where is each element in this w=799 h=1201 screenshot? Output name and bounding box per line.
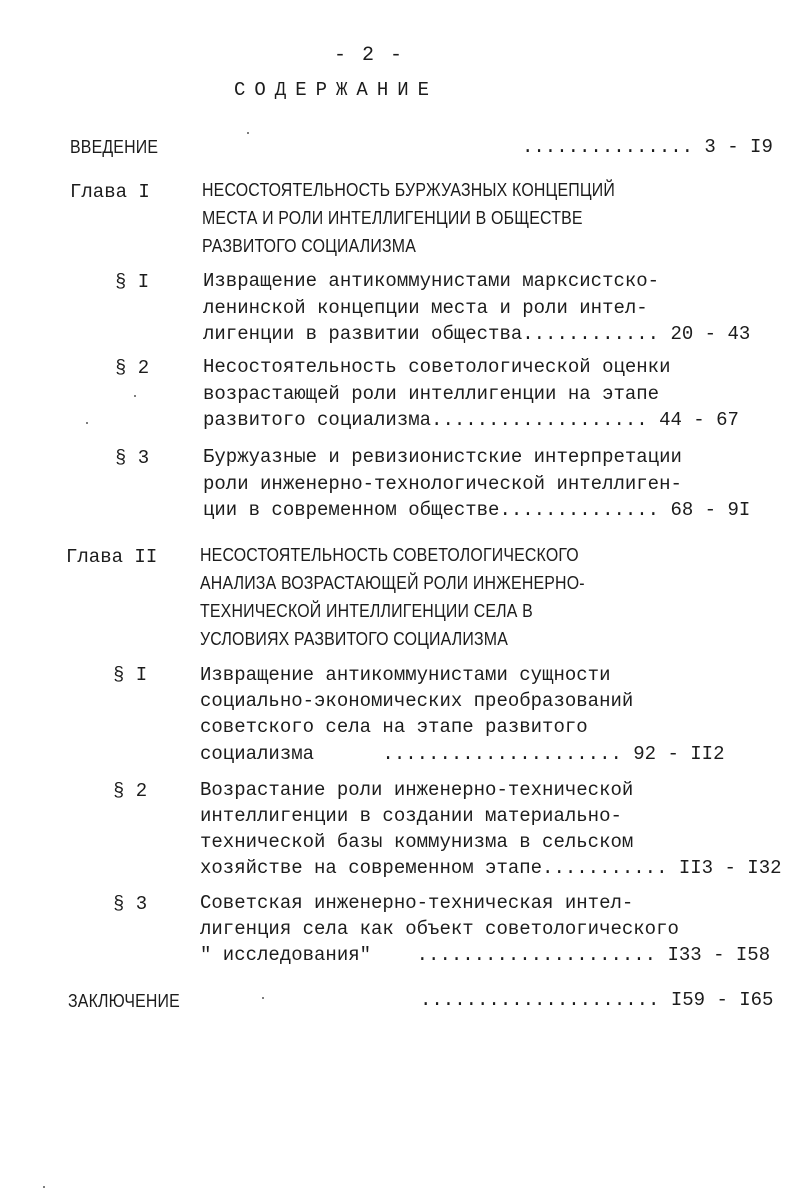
section-line: Извращение антикоммунистами марксистско- (203, 270, 660, 292)
chapter2-label: Глава II (66, 546, 158, 568)
chapter2-title-line: ТЕХНИЧЕСКОЙ ИНТЕЛЛИГЕНЦИИ СЕЛА В (200, 600, 533, 621)
conclusion-pages: ..................... I59 - I65 (420, 989, 774, 1011)
introduction-label: ВВЕДЕНИЕ (70, 136, 159, 157)
section-label: § 3 (113, 893, 148, 915)
scan-speck (86, 422, 88, 424)
page-number: - 2 - (334, 44, 405, 67)
chapter2-title-line: АНАЛИЗА ВОЗРАСТАЮЩЕЙ РОЛИ ИНЖЕНЕРНО- (200, 572, 585, 593)
section-line: Извращение антикоммунистами сущности (200, 664, 611, 686)
section-label: § I (115, 271, 150, 293)
scan-speck (43, 1186, 45, 1188)
section-line: Буржуазные и ревизионистские интерпретации (203, 446, 682, 468)
chapter1-title-line: РАЗВИТОГО СОЦИАЛИЗМА (202, 235, 417, 256)
conclusion-label: ЗАКЛЮЧЕНИЕ (68, 990, 180, 1011)
section-line: социально-экономических преобразований (200, 690, 634, 712)
introduction-pages: ............... 3 - I9 (522, 136, 773, 158)
section-label: § 2 (113, 780, 148, 802)
section-line: Возрастание роли инженерно-технической (200, 779, 634, 801)
section-line: хозяйстве на современном этапе........... II3 - I32 (200, 857, 782, 879)
chapter2-title-line: УСЛОВИЯХ РАЗВИТОГО СОЦИАЛИЗМА (200, 628, 509, 649)
section-line: социализма ..................... 92 - II2 (200, 743, 725, 765)
section-line: ции в современном обществе.............. 68 - 9I (203, 499, 751, 521)
section-line: развитого социализма................... 44 - 67 (203, 409, 739, 431)
section-line: интеллигенции в создании материально- (200, 805, 622, 827)
scan-speck (247, 132, 249, 134)
section-label: § 3 (115, 447, 150, 469)
page-title: СОДЕРЖАНИЕ (234, 79, 439, 101)
section-line: лигенция села как объект советологического (200, 918, 679, 940)
section-line: ленинской концепции места и роли интел- (203, 297, 648, 319)
chapter1-title-line: НЕСОСТОЯТЕЛЬНОСТЬ БУРЖУАЗНЫХ КОНЦЕПЦИЙ (202, 179, 616, 200)
section-label: § 2 (115, 357, 150, 379)
section-line: " исследования" ..................... I33 - I58 (200, 944, 771, 966)
section-line: Советская инженерно-техническая интел- (200, 892, 634, 914)
chapter2-title-line: НЕСОСТОЯТЕЛЬНОСТЬ СОВЕТОЛОГИЧЕСКОГО (200, 544, 579, 565)
section-line: советского села на этапе развитого (200, 716, 588, 738)
chapter1-title-line: МЕСТА И РОЛИ ИНТЕЛЛИГЕНЦИИ В ОБЩЕСТВЕ (202, 207, 583, 228)
section-line: роли инженерно-технологической интеллиген- (203, 473, 682, 495)
scan-speck (262, 997, 264, 999)
section-line: возрастающей роли интеллигенции на этапе (203, 383, 660, 405)
chapter1-label: Глава I (70, 181, 150, 203)
section-label: § I (113, 664, 148, 686)
section-line: технической базы коммунизма в сельском (200, 831, 634, 853)
scan-speck (134, 395, 136, 397)
section-line: лигенции в развитии общества............ 20 - 43 (203, 323, 751, 345)
section-line: Несостоятельность советологической оценки (203, 356, 671, 378)
